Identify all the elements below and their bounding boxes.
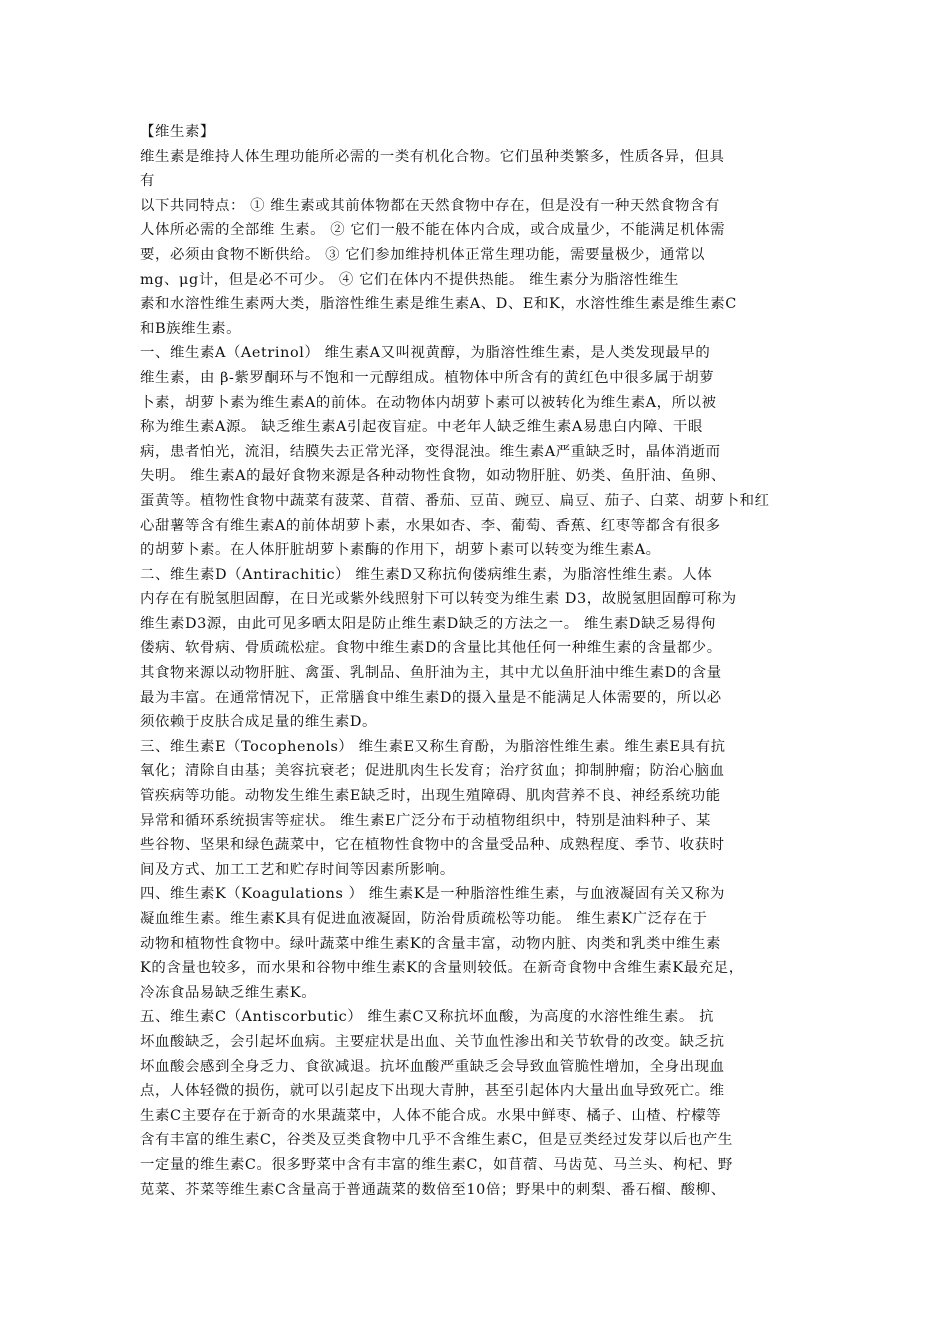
text-line: mg、μg计，但是必不可少。 ④ 它们在体内不提供热能。 维生素分为脂溶性维生 [140, 271, 680, 288]
text-line: 异常和循环系统损害等症状。 维生素E广泛分布于动植物组织中，特别是油料种子、某 [140, 812, 711, 829]
text-line: 维生素，由 β-紫罗酮环与不饱和一元醇组成。植物体中所含有的黄红色中很多属于胡萝 [140, 369, 715, 386]
text-line: 蛋黄等。植物性食物中蔬菜有菠菜、苜蓿、番茄、豆苗、豌豆、扁豆、茄子、白菜、胡萝卜和红 [140, 492, 770, 509]
text-line: 管疾病等功能。动物发生维生素E缺乏时，出现生殖障碍、肌肉营养不良、神经系统功能 [140, 788, 721, 805]
text-line: 人体所必需的全部维 生素。 ② 它们一般不能在体内合成，或合成量少，不能满足机体需 [140, 222, 726, 239]
text-line: 最为丰富。在通常情况下，正常膳食中维生素D的摄入量是不能满足人体需要的，所以必 [140, 689, 722, 706]
text-line: 和B族维生素。 [140, 320, 242, 337]
text-line: 失明。 维生素A的最好食物来源是各种动物性食物，如动物肝脏、奶类、鱼肝油、鱼卵、 [140, 468, 726, 485]
text-line: 间及方式、加工工艺和贮存时间等因素所影响。 [140, 861, 455, 878]
section-heading: 【维生素】 [140, 124, 215, 140]
text-line: 的胡萝卜素。在人体肝脏胡萝卜素酶的作用下，胡萝卜素可以转变为维生素A。 [140, 542, 661, 559]
text-line: 一、维生素A（Aetrinol） 维生素A又叫视黄醇，为脂溶性维生素，是人类发现最早的 [140, 345, 711, 362]
text-line: 些谷物、坚果和绿色蔬菜中，它在植物性食物中的含量受品种、成熟程度、季节、收获时 [140, 837, 725, 854]
text-line: 其食物来源以动物肝脏、禽蛋、乳制品、鱼肝油为主，其中尤以鱼肝油中维生素D的含量 [140, 665, 722, 682]
text-line: 生素C主要存在于新奇的水果蔬菜中，人体不能合成。水果中鲜枣、橘子、山楂、柠檬等 [140, 1107, 722, 1124]
text-line: 须依赖于皮肤合成足量的维生素D。 [140, 714, 377, 731]
text-line: 卜素，胡萝卜素为维生素A的前体。在动物体内胡萝卜素可以被转化为维生素A，所以被 [140, 394, 717, 411]
text-line: 五、维生素C（Antiscorbutic） 维生素C又称抗坏血酸，为高度的水溶性维生素。 抗 [140, 1009, 715, 1026]
text-line: 点，人体轻微的损伤，就可以引起皮下出现大青肿，甚至引起体内大量出血导致死亡。维 [140, 1083, 725, 1100]
text-line: 称为维生素A源。 缺乏维生素A引起夜盲症。中老年人缺乏维生素A易患白内障、干眼 [140, 419, 703, 436]
text-line: 以下共同特点： ① 维生素或其前体物都在天然食物中存在，但是没有一种天然食物含有 [140, 197, 720, 214]
text-line: 凝血维生素。维生素K具有促进血液凝固，防治骨质疏松等功能。 维生素K广泛存在于 [140, 911, 708, 927]
text-line: 心甜薯等含有维生素A的前体胡萝卜素，水果如杏、李、葡萄、香蕉、红枣等都含有很多 [140, 517, 721, 534]
text-line: 维生素D3源，由此可见多晒太阳是防止维生素D缺乏的方法之一。 维生素D缺乏易得佝 [140, 615, 717, 632]
text-line: 有 [140, 173, 155, 190]
text-line: 四、维生素K（Koagulations ） 维生素K是一种脂溶性维生素，与血液凝固有关又称为 [140, 886, 725, 903]
text-line: 一定量的维生素C。很多野菜中含有丰富的维生素C，如苜蓿、马齿苋、马兰头、枸杞、野 [140, 1156, 733, 1173]
text-line: 维生素是维持人体生理功能所必需的一类有机化合物。它们虽种类繁多，性质各异，但具 [140, 148, 725, 165]
text-line: 含有丰富的维生素C，谷类及豆类食物中几乎不含维生素C，但是豆类经过发芽以后也产生 [140, 1132, 733, 1149]
text-line: 动物和植物性食物中。绿叶蔬菜中维生素K的含量丰富，动物内脏、肉类和乳类中维生素 [140, 935, 721, 952]
text-line: 坏血酸缺乏，会引起坏血病。主要症状是出血、关节血性渗出和关节软骨的改变。缺乏抗 [140, 1033, 725, 1050]
text-line: 冷冻食品易缺乏维生素K。 [140, 984, 317, 1001]
text-line: 氧化；清除自由基；美容抗衰老；促进肌肉生长发育；治疗贫血；抑制肿瘤；防治心脑血 [140, 763, 725, 780]
text-line: K的含量也较多，而水果和谷物中维生素K的含量则较低。在新奇食物中含维生素K最充足， [140, 960, 744, 977]
text-line: 坏血酸会感到全身乏力、食欲减退。抗坏血酸严重缺乏会导致血管脆性增加，全身出现血 [140, 1058, 725, 1075]
text-line: 苋菜、芥菜等维生素C含量高于普通蔬菜的数倍至10倍；野果中的刺梨、番石榴、酸柳、 [140, 1181, 726, 1198]
text-line: 二、维生素D（Antirachitic） 维生素D又称抗佝偻病维生素，为脂溶性维生素。人体 [140, 566, 713, 583]
text-line: 病，患者怕光，流泪，结膜失去正常光泽，变得混浊。维生素A严重缺乏时，晶体消逝而 [140, 443, 721, 460]
text-line: 三、维生素E（Tocophenols） 维生素E又称生育酚，为脂溶性维生素。维生素E具有抗 [140, 738, 726, 755]
text-line: 内存在有脱氢胆固醇，在日光或紫外线照射下可以转变为维生素 D3，故脱氢胆固醇可称为 [140, 591, 737, 608]
text-line: 素和水溶性维生素两大类，脂溶性维生素是维生素A、D、E和K，水溶性维生素是维生素C [140, 296, 737, 313]
text-line: 要，必须由食物不断供给。 ③ 它们参加维持机体正常生理功能，需要量极少，通常以 [140, 246, 706, 263]
text-line: 偻病、软骨病、骨质疏松症。食物中维生素D的含量比其他任何一种维生素的含量都少。 [140, 640, 722, 657]
